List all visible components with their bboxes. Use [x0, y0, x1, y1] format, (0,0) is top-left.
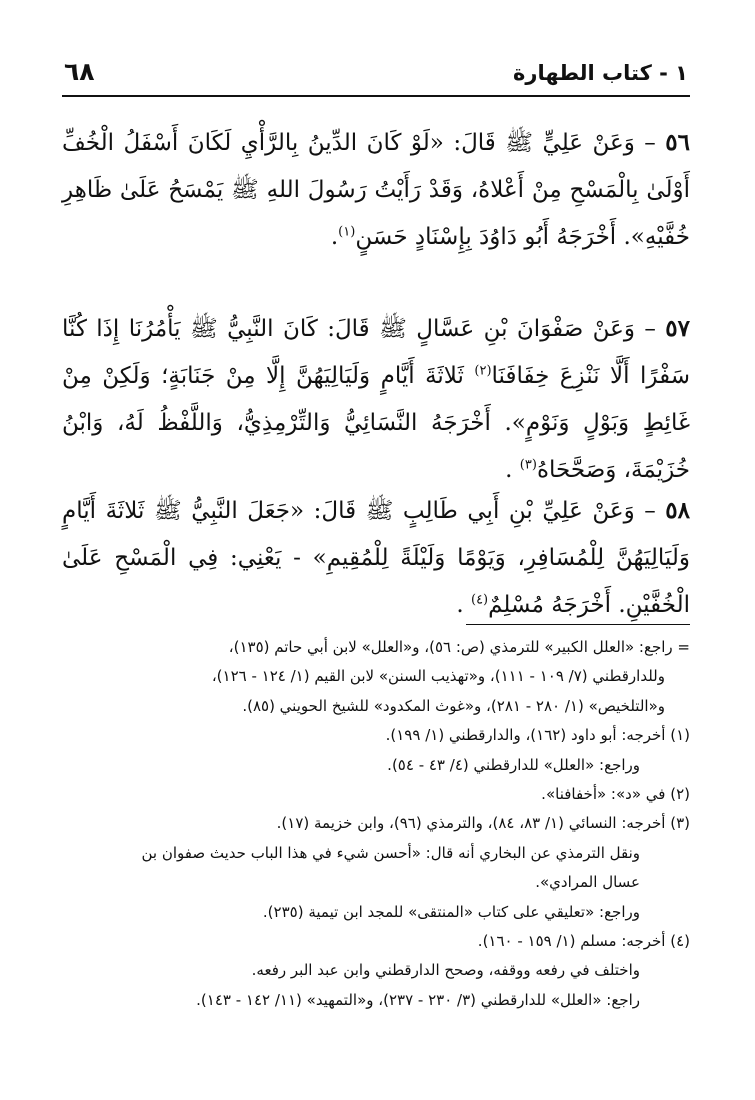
hadith-56: ٥٦ – وَعَنْ عَلِيٍّ ﷺ قَالَ: «لَوْ كَانَ الدِّينُ بِالرَّأْيِ لَكَانَ أَسْفَلُ الْخُفِّ أَوْلَىٰ بِالْمَسْحِ مِنْ أَعْلاهُ، وَقَدْ رَأَيْتُ رَسُولَ اللهِ ﷺ يَمْسَحُ عَلَىٰ ظَاهِرِ خُفَّيْهِ». أَخْرَجَهُ أَبُو دَاوُدَ بِإِسْنَادٍ حَسَنٍ$^{(١)}$. [62, 129, 690, 250]
footnote-ref: (١) [338, 224, 356, 240]
hadith-tail-end: . [505, 457, 513, 483]
footnote-line: و«التلخيص» (١/ ٢٨٠ - ٢٨١)، و«غوث المكدود» للشيخ الحويني (٨٥). [242, 696, 665, 715]
footnote-ref: (٣) [519, 457, 537, 473]
footnote-line: وللدارقطني (٧/ ١٠٩ - ١١١)، و«تهذيب السنن» لابن القيم (١/ ١٢٤ - ١٢٦)، [211, 667, 665, 686]
hadith-text: – وَعَنْ عَلِيِّ بْنِ أَبِي طَالِبٍ ﷺ قَالَ: «جَعَلَ النَّبِيُّ ﷺ ثَلاثَةَ أَيَّامٍ وَلَيَالِيَهُنَّ لِلْمُسَافِرِ، وَيَوْمًا وَلَيْلَةً لِلْمُقِيمِ» - يَعْنِي: فِي الْمَسْحِ عَلَىٰ الْخُفَّيْنِ. أَخْرَجَهُ مُسْلِمٌ [62, 498, 690, 618]
hadith-tail: . [456, 592, 464, 618]
hadith-number: ٥٧ [665, 315, 690, 342]
footnote-line: عسال المرادي». [535, 873, 640, 892]
page-number: ٦٨ [64, 57, 95, 86]
footnote-line: راجع: «العلل» للدارقطني (٣/ ٢٣٠ - ٢٣٧)، و«التمهيد» (١١/ ١٤٢ - ١٤٣). [196, 990, 640, 1009]
footnote-line: (٣) أخرجه: النسائي (١/ ٨٣، ٨٤)، والترمذي (٩٦)، وابن خزيمة (١٧). [276, 814, 690, 833]
footnote-line: (١) أخرجه: أبو داود (١٦٢)، والدارقطني (١/ ١٩٩). [385, 726, 690, 745]
hadith-number: ٥٦ [665, 129, 690, 156]
hadith-text: – وَعَنْ عَلِيٍّ ﷺ قَالَ: «لَوْ كَانَ الدِّينُ بِالرَّأْيِ لَكَانَ أَسْفَلُ الْخُفِّ أَوْلَىٰ بِالْمَسْحِ مِنْ أَعْلاهُ، وَقَدْ رَأَيْتُ رَسُولَ اللهِ ﷺ يَمْسَحُ عَلَىٰ ظَاهِرِ خُفَّيْهِ». أَخْرَجَهُ أَبُو دَاوُدَ بِإِسْنَادٍ حَسَنٍ [62, 130, 690, 250]
page-header [62, 55, 690, 97]
hadith-58 [62, 487, 690, 629]
footnote-ref: (٢) [474, 363, 492, 379]
footnote-line: (٤) أخرجه: مسلم (١/ ١٥٩ - ١٦٠). [477, 932, 690, 951]
footnote-line: واختلف في رفعه ووقفه، وصحح الدارقطني وابن عبد البر رفعه. [251, 961, 640, 980]
footnote-line: = راجع: «العلل الكبير» للترمذي (ص: ٥٦)، و«العلل» لابن أبي حاتم (١٣٥)، [228, 638, 690, 656]
footnote-separator [466, 624, 690, 625]
hadith-text: – وَعَنْ صَفْوَانَ بْنِ عَسَّالٍ ﷺ قَالَ: كَانَ النَّبِيُّ ﷺ يَأْمُرُنَا إِذَا كُنَّا سَفْرًا أَلَّا نَنْزِعَ خِفَافَنَا [62, 316, 690, 389]
book-page [62, 55, 690, 1085]
hadith-tail: ثَلاثَةَ أَيَّامٍ وَلَيَالِيَهُنَّ إِلَّا مِنْ جَنَابَةٍ؛ وَلَكِنْ مِنْ غَائِطٍ وَبَوْلٍ وَنَوْمٍ». أَخْرَجَهُ النَّسَائِيُّ وَالتِّرْمِذِيُّ، وَاللَّفْظُ لَهُ، وَابْنُ خُزَيْمَةَ، وَصَحَّحَاهُ [62, 363, 690, 483]
footnote-line: ونقل الترمذي عن البخاري أنه قال: «أحسن شيء في هذا الباب حديث صفوان بن [141, 843, 640, 862]
footnote-line: وراجع: «تعليقي على كتاب «المنتقى» للمجد ابن تيمية (٢٣٥). [262, 902, 640, 921]
footnote-ref: (٤) [470, 592, 489, 608]
footnotes [62, 633, 690, 1015]
chapter-title: ١ - كتاب الطهارة [512, 61, 688, 85]
hadith-number: ٥٨ [665, 497, 691, 524]
footnote-line: وراجع: «العلل» للدارقطني (٤/ ٤٣ - ٥٤). [387, 755, 640, 774]
hadith-57 [62, 305, 690, 494]
footnote-line: (٢) في «د»: «أخفافنا». [541, 785, 690, 804]
